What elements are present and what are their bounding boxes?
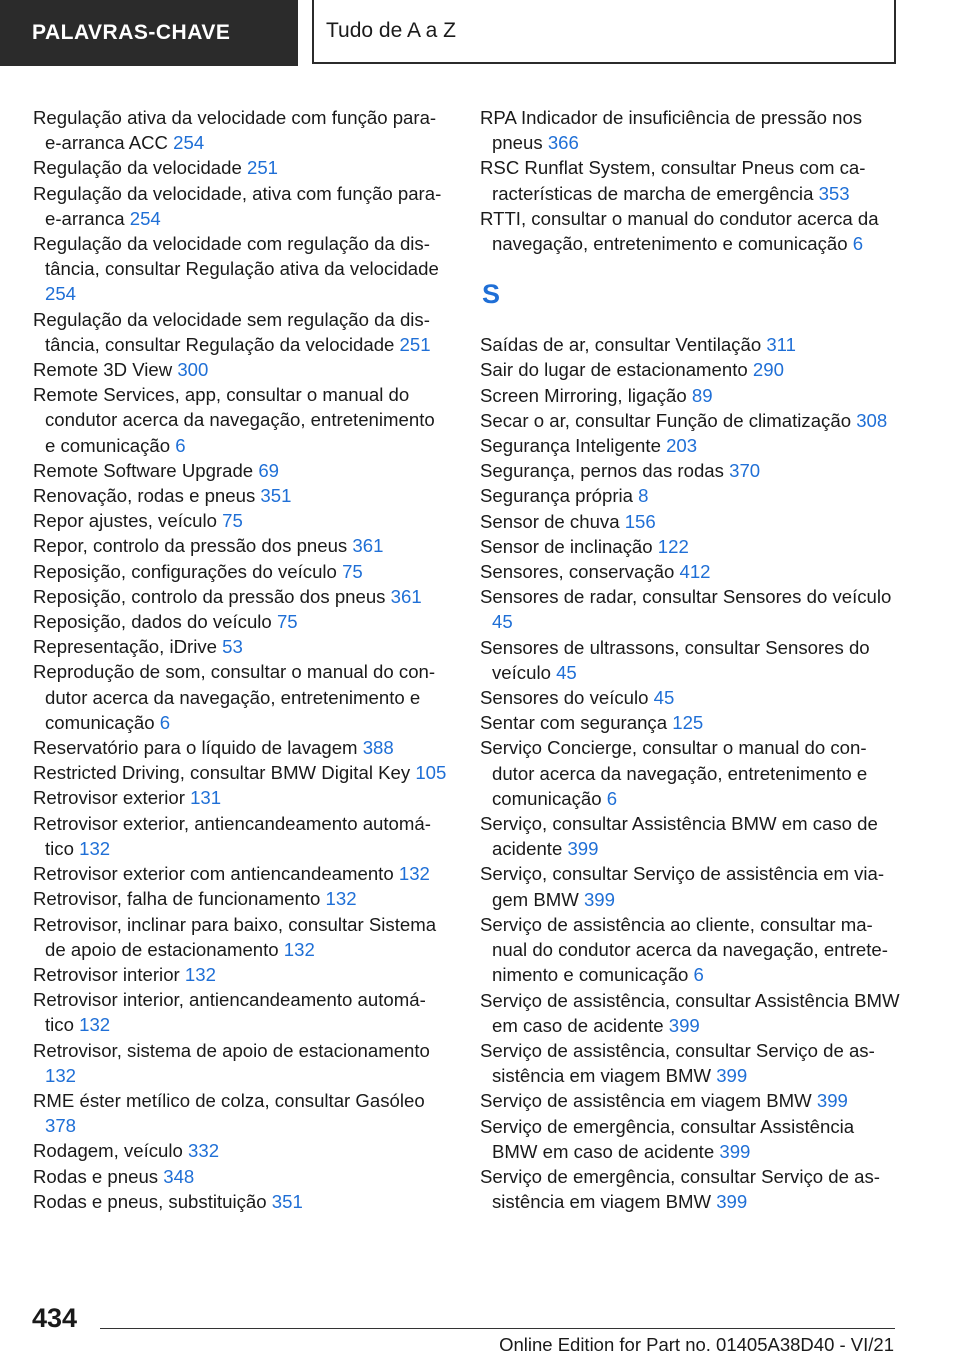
index-entry <box>33 987 448 1037</box>
index-entry <box>33 962 448 987</box>
entry-text: Rodagem, veículo <box>33 1140 189 1162</box>
page-link[interactable]: 45 <box>492 611 513 633</box>
index-entry <box>33 861 448 886</box>
index-entry <box>480 433 900 458</box>
entry-text: Retrovisor exterior <box>33 787 191 809</box>
page-link[interactable]: 132 <box>79 1014 111 1036</box>
page-link[interactable]: 412 <box>679 561 711 583</box>
entry-text: Reposição, controlo da pressão dos pneus <box>33 585 391 607</box>
index-entry <box>33 760 448 785</box>
entry-text: Retrovisor exterior, antiencandeamento automático <box>33 812 431 859</box>
index-entry <box>480 1038 900 1088</box>
page-link[interactable]: 254 <box>45 283 77 305</box>
index-entry <box>480 584 900 634</box>
section-subtitle: Tudo de A a Z <box>312 0 896 64</box>
index-entry <box>33 912 448 962</box>
index-entry <box>33 307 448 357</box>
entry-text: Retrovisor interior <box>33 963 185 985</box>
index-entry <box>480 1164 900 1214</box>
index-entry <box>480 408 900 433</box>
page-link[interactable]: 132 <box>283 938 315 960</box>
entry-text: Renovação, rodas e pneus <box>33 485 261 507</box>
entry-text: Serviço Concierge, consultar o manual do condutor acerca da navegação, entretenimento e comunicação <box>480 737 868 809</box>
index-entry <box>33 1138 448 1163</box>
page-link[interactable]: 75 <box>276 611 298 633</box>
page-link[interactable]: 399 <box>816 1090 848 1112</box>
entry-text: Segurança própria <box>480 485 639 507</box>
entry-text: Serviço, consultar Assistência BMW em caso de acidente <box>480 813 878 860</box>
index-entry <box>480 105 900 155</box>
index-entry <box>33 508 448 533</box>
index-entry <box>480 206 900 256</box>
index-entry <box>480 458 900 483</box>
index-entry <box>480 635 900 685</box>
entry-text: Reposição, configurações do veículo <box>33 560 343 582</box>
page-link[interactable]: 125 <box>672 712 704 734</box>
index-entry <box>480 912 900 988</box>
entry-text: Serviço de assistência, consultar Assistência BMW em caso de acidente <box>480 989 900 1036</box>
index-group-s <box>480 332 900 1214</box>
index-entry <box>33 181 448 231</box>
page-link[interactable]: 45 <box>556 661 577 683</box>
entry-text: RSC Runflat System, consultar Pneus com características de marcha de emergência <box>480 157 866 204</box>
section-letter-heading: S <box>482 279 501 310</box>
entry-text: Serviço, consultar Serviço de assistência em viagem BMW <box>480 863 885 910</box>
page-link[interactable]: 6 <box>159 711 171 733</box>
page-link[interactable]: 53 <box>222 636 243 658</box>
entry-text: RPA Indicador de insuficiência de pressão nos pneus <box>480 107 863 154</box>
page-link[interactable]: 311 <box>766 334 796 356</box>
entry-text: Regulação da velocidade, ativa com função para-e-arranca <box>33 182 442 229</box>
index-entry <box>33 155 448 180</box>
page-link[interactable]: 351 <box>271 1190 303 1212</box>
index-entry <box>480 710 900 735</box>
page-link[interactable]: 351 <box>260 485 292 507</box>
index-entry <box>33 1038 448 1088</box>
page-link[interactable]: 254 <box>173 132 205 154</box>
entry-text: Sentar com segurança <box>480 712 673 734</box>
page-link[interactable]: 132 <box>184 963 216 985</box>
entry-text: Sensores do veículo <box>480 687 654 709</box>
entry-text: Serviço de emergência, consultar Assistência BMW em caso de acidente <box>480 1115 855 1162</box>
entry-text: Screen Mirroring, ligação <box>480 384 692 406</box>
page-link[interactable]: 399 <box>583 888 615 910</box>
index-entry <box>33 231 448 307</box>
page-link[interactable]: 156 <box>624 510 656 532</box>
entry-text: RME éster metílico de colza, consultar Gasóleo <box>33 1089 425 1111</box>
entry-text: Repor ajustes, veículo <box>33 510 223 532</box>
entry-text: Reservatório para o líquido de lavagem <box>33 737 363 759</box>
entry-text: Regulação da velocidade com regulação da distância, consultar Regulação ativa da velocidade <box>33 233 439 280</box>
page-link[interactable]: 361 <box>390 585 422 607</box>
page-link[interactable]: 131 <box>190 787 222 809</box>
entry-text: Saídas de ar, consultar Ventilação <box>480 334 767 356</box>
page-link[interactable]: 251 <box>399 333 431 355</box>
page-link[interactable]: 399 <box>567 838 599 860</box>
index-entry <box>33 559 448 584</box>
index-entry <box>33 609 448 634</box>
section-tab[interactable]: PALAVRAS-CHAVE <box>0 0 298 66</box>
index-entry <box>33 382 448 458</box>
entry-text: Serviço de emergência, consultar Serviço de assistência em viagem BMW <box>480 1165 880 1213</box>
index-entry <box>33 886 448 911</box>
index-entry <box>480 861 900 911</box>
entry-text: Sensores de radar, consultar Sensores do veículo <box>480 586 892 608</box>
index-entry <box>33 659 448 735</box>
entry-text: Restricted Driving, consultar BMW Digital Key <box>33 762 416 784</box>
index-entry <box>33 1088 448 1138</box>
page-link[interactable]: 122 <box>657 535 689 557</box>
index-entry <box>33 584 448 609</box>
entry-text: Regulação da velocidade <box>33 157 247 179</box>
entry-text: Reposição, dados do veículo <box>33 611 277 633</box>
entry-text: Serviço de assistência, consultar Serviço de assistência em viagem BMW <box>480 1039 875 1087</box>
entry-text: Sensores de ultrassons, consultar Sensores do veículo <box>480 636 870 683</box>
page-link[interactable]: 6 <box>175 434 186 456</box>
page-link[interactable]: 75 <box>342 560 363 582</box>
page-link[interactable]: 45 <box>653 687 675 709</box>
entry-text: Sensor de inclinação <box>480 535 658 557</box>
page-link[interactable]: 132 <box>45 1064 77 1086</box>
entry-text: Secar o ar, consultar Função de climatização <box>480 409 857 431</box>
index-entry <box>33 785 448 810</box>
page-link[interactable]: 251 <box>246 157 279 179</box>
entry-text: Retrovisor exterior com antiencandeamento <box>33 863 399 885</box>
entry-text: Segurança Inteligente <box>480 435 667 457</box>
page-link[interactable]: 6 <box>606 787 618 809</box>
page-link[interactable]: 132 <box>398 863 430 885</box>
page-link[interactable]: 332 <box>188 1140 220 1162</box>
page-link[interactable]: 366 <box>547 132 579 154</box>
index-entry <box>480 483 900 508</box>
entry-text: Rodas e pneus, substituição <box>33 1190 272 1212</box>
entry-text: Repor, controlo da pressão dos pneus <box>33 535 353 557</box>
index-entry <box>480 155 900 205</box>
index-entry <box>33 634 448 659</box>
page-link[interactable]: 6 <box>852 233 864 255</box>
page-header <box>0 0 960 66</box>
page-link[interactable]: 399 <box>716 1065 748 1087</box>
entry-text: Serviço de assistência ao cliente, consultar manual do condutor acerca da navegação, entretenimento e comunicação <box>480 913 888 986</box>
index-entry <box>480 735 900 811</box>
entry-text: Reprodução de som, consultar o manual do condutor acerca da navegação, entretenimento e comunicação <box>33 661 436 733</box>
entry-text: Regulação da velocidade sem regulação da distância, consultar Regulação da velocidade <box>33 308 430 355</box>
index-entry <box>33 357 448 382</box>
entry-text: Representação, iDrive <box>33 636 223 658</box>
index-entry <box>33 1189 448 1214</box>
entry-text: Segurança, pernos das rodas <box>480 460 730 482</box>
entry-text: Retrovisor, falha de funcionamento <box>33 888 326 910</box>
page-number: 434 <box>32 1303 78 1333</box>
page-link[interactable]: 132 <box>325 888 357 910</box>
entry-text: Sensores, conservação <box>480 561 680 583</box>
page-link[interactable]: 308 <box>856 409 888 431</box>
entry-text: Retrovisor interior, antiencandeamento automático <box>33 989 426 1036</box>
index-entry <box>480 988 900 1038</box>
index-entry <box>33 1164 448 1189</box>
page-link[interactable]: 89 <box>691 384 713 406</box>
index-entry <box>33 458 448 483</box>
page-link[interactable]: 361 <box>352 535 384 557</box>
index-entry <box>33 483 448 508</box>
footer-divider <box>100 1328 895 1329</box>
index-entry <box>33 533 448 558</box>
page-link[interactable]: 370 <box>729 460 761 482</box>
index-entry <box>33 735 448 760</box>
entry-text: Sensor de chuva <box>480 510 625 532</box>
entry-text: Remote Services, app, consultar o manual do condutor acerca da navegação, entretenimento e comunicação <box>33 384 435 456</box>
entry-text: Rodas e pneus <box>33 1165 164 1187</box>
index-entry <box>480 559 900 584</box>
page-link[interactable]: 388 <box>362 737 394 759</box>
index-entry <box>480 1114 900 1164</box>
index-entry <box>480 357 900 382</box>
index-entry <box>480 1088 900 1113</box>
page-link[interactable]: 399 <box>668 1014 700 1036</box>
page-link[interactable]: 290 <box>752 359 784 381</box>
page-link[interactable]: 399 <box>719 1140 751 1162</box>
page-link[interactable]: 300 <box>177 359 209 381</box>
index-entry <box>480 383 900 408</box>
index-entry <box>480 811 900 861</box>
index-entry <box>480 685 900 710</box>
index-group-r <box>480 105 900 256</box>
entry-text: RTTI, consultar o manual do condutor acerca da navegação, entretenimento e comunicação <box>480 207 879 255</box>
entry-text: Retrovisor, sistema de apoio de estacionamento <box>33 1039 430 1061</box>
page-link[interactable]: 399 <box>716 1191 748 1213</box>
edition-note: Online Edition for Part no. 01405A38D40 - VI/21 <box>499 1334 894 1355</box>
index-entry <box>33 105 448 155</box>
entry-text: Sair do lugar de estacionamento <box>480 359 753 381</box>
page-link[interactable]: 353 <box>818 182 850 204</box>
entry-text: Retrovisor, inclinar para baixo, consultar Sistema de apoio de estacionamento <box>33 913 437 960</box>
page-link[interactable]: 348 <box>163 1165 195 1187</box>
entry-text: Regulação ativa da velocidade com função para-e-arranca ACC <box>33 107 437 154</box>
page-link[interactable]: 69 <box>258 459 279 481</box>
index-column-right <box>480 105 900 1214</box>
page-link[interactable]: 378 <box>45 1115 77 1137</box>
entry-text: Remote 3D View <box>33 359 178 381</box>
index-entry <box>480 509 900 534</box>
index-entry <box>480 332 900 357</box>
page-link[interactable]: 132 <box>79 837 111 859</box>
index-column-left <box>33 105 448 1214</box>
page-link[interactable]: 254 <box>129 207 161 229</box>
entry-text: Serviço de assistência em viagem BMW <box>480 1090 817 1112</box>
page-link[interactable]: 203 <box>666 435 698 457</box>
index-entry <box>33 811 448 861</box>
page-link[interactable]: 75 <box>222 510 243 532</box>
entry-text: Remote Software Upgrade <box>33 459 259 481</box>
page-link[interactable]: 105 <box>415 762 447 784</box>
index-entry <box>480 534 900 559</box>
page-link[interactable]: 6 <box>693 964 704 986</box>
page-link[interactable]: 8 <box>638 485 649 507</box>
